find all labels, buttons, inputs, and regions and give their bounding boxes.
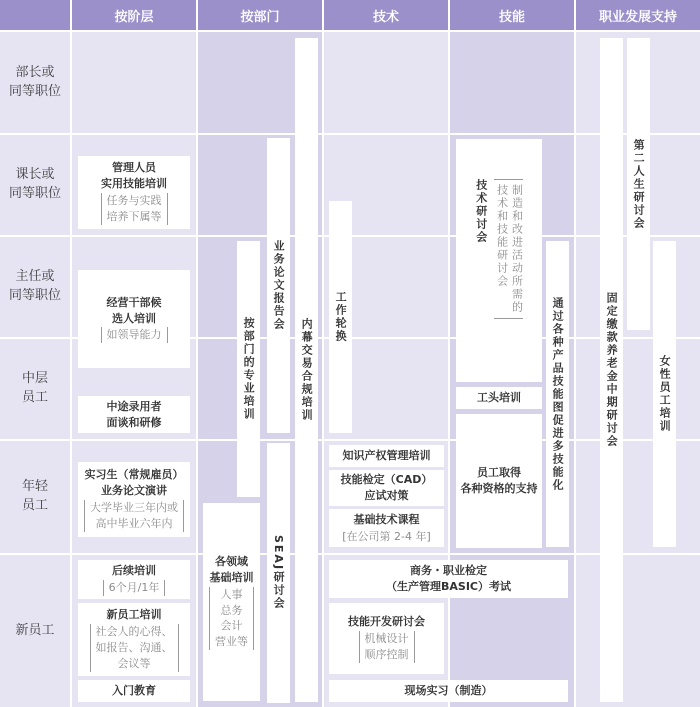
seaj-seminar (267, 443, 290, 703)
header-technology: 技术 (324, 0, 448, 30)
level-section-chief: 课长或 同等职位 (0, 135, 70, 235)
new-employee-training (78, 603, 190, 676)
level-supervisor: 主任或 同等职位 (0, 237, 70, 337)
job-rotation-label: 工作轮换 (334, 291, 348, 343)
business-thesis-report-label: 业务论文报告会 (272, 240, 286, 331)
tech-seminar (456, 139, 542, 382)
level-middle: 中层 员工 (0, 339, 70, 439)
seaj-seminar-label: SEAJ研讨会 (272, 535, 286, 611)
level-young: 年轻 员工 (0, 441, 70, 553)
level-new: 新员工 (0, 555, 70, 707)
multi-skill-drawing-program-label: 通过各种产品技能图促进多技能化 (551, 296, 565, 492)
level-manager: 部长或 同等职位 (0, 32, 70, 133)
grid-cell (576, 339, 700, 439)
intern-thesis-presentation-note: 大学毕业三年内或 高中毕业六年内 (84, 500, 184, 532)
job-rotation (329, 201, 352, 433)
induction-education-title: 入门教育 (112, 684, 156, 698)
field-basic-training-title: 各领域 基础培训 (209, 554, 254, 584)
pension-midterm-seminar (600, 38, 623, 702)
foreman-training (456, 387, 542, 409)
followup-training (78, 560, 190, 599)
ip-management-training (329, 445, 444, 467)
header-by-level: 按阶层 (72, 0, 196, 30)
insider-trading-compliance (295, 38, 318, 702)
grid-cell (576, 555, 700, 707)
women-employee-training-label: 女性员工培训 (658, 355, 672, 433)
exec-candidate-training-note: 如领导能力 (101, 327, 168, 343)
cad-certification-prep (329, 470, 444, 506)
grid-cell (450, 32, 574, 133)
new-employee-training-title: 新员工培训 (106, 608, 162, 622)
ip-management-training-title: 知识产权管理培训 (342, 449, 431, 463)
business-career-certification (329, 560, 568, 598)
business-career-certification-title: 商务・职业检定 （生产管理BASIC）考试 (386, 564, 511, 593)
new-employee-training-note: 社会人的心得、 如报告、沟通、 会议等 (90, 624, 179, 672)
basic-tech-course (329, 509, 444, 547)
qualification-support-title: 员工取得 各种资格的支持 (460, 466, 538, 495)
dept-specialty-training-label: 按部门的专业培训 (242, 317, 256, 421)
skill-development-seminar-note: 机械设计 顺序控制 (359, 631, 415, 663)
header-skills: 技能 (450, 0, 574, 30)
mgmt-skills-training-title: 管理人员 实用技能培训 (101, 161, 167, 191)
induction-education (78, 680, 190, 702)
exec-candidate-training (78, 270, 190, 368)
grid-cell (576, 441, 700, 553)
grid-cell (72, 32, 196, 133)
multi-skill-drawing-program (546, 241, 569, 547)
tech-seminar-note: 制造和改进活动所需的 技术和技能研讨会 (494, 179, 524, 319)
onsite-manufacturing-practice-title: 现场实习（制造） (404, 684, 493, 698)
followup-training-title: 后续培训 (112, 564, 156, 578)
basic-tech-course-note: [在公司第 2-4 年] (342, 529, 431, 543)
mgmt-skills-training-note: 任务与实践 培养下属等 (101, 193, 168, 225)
foreman-training-title: 工头培训 (477, 391, 521, 405)
skill-development-seminar (329, 603, 444, 674)
pension-midterm-seminar-label: 固定缴款养老金中期研讨会 (605, 292, 619, 448)
insider-trading-compliance-label: 内幕交易合规培训 (300, 318, 314, 422)
basic-tech-course-title: 基础技术课程 (353, 512, 420, 526)
header-career-support: 职业发展支持 (576, 0, 700, 30)
followup-training-note: 6个月/1年 (103, 580, 166, 596)
women-employee-training (653, 241, 676, 547)
midcareer-hire-training (78, 396, 190, 433)
grid-cell (324, 32, 448, 133)
onsite-manufacturing-practice (329, 680, 568, 702)
header-by-department: 按部门 (198, 0, 322, 30)
dept-specialty-training (237, 241, 260, 497)
field-basic-training (203, 503, 260, 701)
tech-seminar-title: 技术研讨会 (474, 179, 488, 244)
header-corner (0, 0, 70, 30)
intern-thesis-presentation-title: 实习生（常规雇员） 业务论文演讲 (84, 468, 184, 498)
mgmt-skills-training (78, 156, 190, 229)
intern-thesis-presentation (78, 462, 190, 537)
exec-candidate-training-title: 经营干部候 选人培训 (106, 295, 162, 325)
cad-certification-prep-title: 技能检定（CAD） 应试对策 (340, 473, 433, 502)
basic-tech-course-note-text: 在公司第 2-4 年 (346, 529, 427, 543)
second-life-seminar-label: 第二人生研讨会 (632, 138, 646, 230)
skill-development-seminar-title: 技能开发研讨会 (348, 615, 425, 629)
business-thesis-report (267, 138, 290, 433)
second-life-seminar (627, 38, 650, 330)
qualification-support (456, 414, 542, 548)
field-basic-training-note: 人事 总务 会计 营业等 (209, 587, 254, 651)
midcareer-hire-training-title: 中途录用者 面谈和研修 (106, 399, 162, 429)
